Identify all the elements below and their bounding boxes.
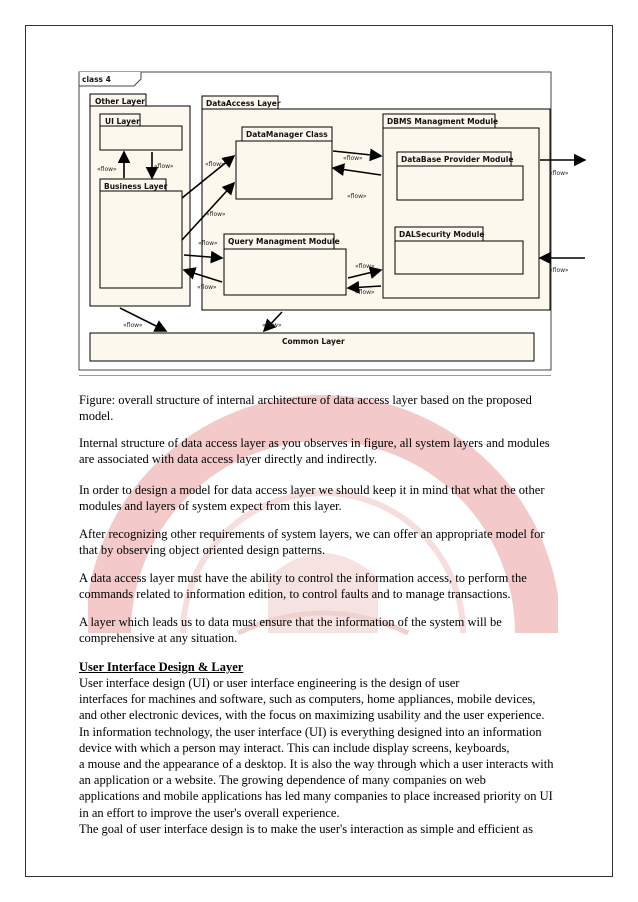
business-layer <box>100 191 182 288</box>
flow-label: «flow» <box>355 289 375 296</box>
flow-label: «flow» <box>198 240 218 247</box>
section-body: User interface design (UI) or user interface engineering is the design of user interfaces for machines and software, such as computers, home appliances, mobile devices, and other electronic devices, with the focus on maximizing usability and the user experience. In information technology, the user interface (UI) is everything designed into an information device with which a person may interact. This can include display screens, keyboards, a mouse and the appearance of a desktop. It is also the way through which a user interacts with an application or a website. The growing dependence of many companies on web applications and mobile applications has led many companies to place increased priority on UI in an effort to improve the user's overall experience. The goal of user interface design is to make the user's interaction as simple and efficient as <box>79 676 554 836</box>
flow-label: «flow» <box>97 166 117 173</box>
flow-label: «flow» <box>154 163 174 170</box>
flow-label: «flow» <box>355 263 375 270</box>
paragraph: Internal structure of data access layer as you observes in figure, all system layers and modules are associated with data access layer directly and indirectly. <box>79 436 550 467</box>
paragraph: A layer which leads us to data must ensure that the information of the system will be comprehensive at any situation. <box>79 615 502 646</box>
svg-text:UI Layer: UI Layer <box>105 117 140 126</box>
ui-layer <box>100 126 182 150</box>
svg-text:Business Layer: Business Layer <box>104 182 168 191</box>
query-module <box>224 249 346 295</box>
architecture-diagram <box>0 0 638 380</box>
provider-module <box>397 166 523 200</box>
flow-label: «flow» <box>549 170 569 177</box>
figure-caption: Figure: overall structure of internal architecture of data access layer based on the proposed model. <box>79 393 532 424</box>
svg-text:Common Layer: Common Layer <box>282 337 345 346</box>
section-heading: User Interface Design & Layer <box>79 660 244 674</box>
svg-text:Query Managment Module: Query Managment Module <box>228 237 340 246</box>
svg-text:DataBase Provider Module: DataBase Provider Module <box>401 155 514 164</box>
flow-label: «flow» <box>123 322 143 329</box>
frame-label: class 4 <box>82 75 111 84</box>
svg-text:Other Layer: Other Layer <box>95 97 145 106</box>
svg-text:DBMS Managment Module: DBMS Managment Module <box>387 117 499 126</box>
flow-label: «flow» <box>206 211 226 218</box>
svg-text:DataAccess Layer: DataAccess Layer <box>206 99 281 108</box>
paragraph: After recognizing other requirements of system layers, we can offer an appropriate model for that by observing object oriented design patterns. <box>79 527 545 558</box>
flow-label: «flow» <box>262 322 282 329</box>
svg-text:DataManager Class: DataManager Class <box>246 130 328 139</box>
paragraph: A data access layer must have the ability to control the information access, to perform the commands related to information edition, to control faults and to manage transactions. <box>79 571 527 602</box>
flow-label: «flow» <box>347 193 367 200</box>
paragraph: In order to design a model for data access layer we should keep it in mind that what the other modules and layers of system expect from this layer. <box>79 483 545 514</box>
svg-text:DALSecurity Module: DALSecurity Module <box>399 230 485 239</box>
flow-label: «flow» <box>197 284 217 291</box>
security-module <box>395 241 523 274</box>
figure-separator <box>79 375 551 376</box>
flow-label: «flow» <box>343 155 363 162</box>
data-manager-class <box>236 141 332 199</box>
flow-label: «flow» <box>549 267 569 274</box>
flow-label: «flow» <box>205 161 225 168</box>
